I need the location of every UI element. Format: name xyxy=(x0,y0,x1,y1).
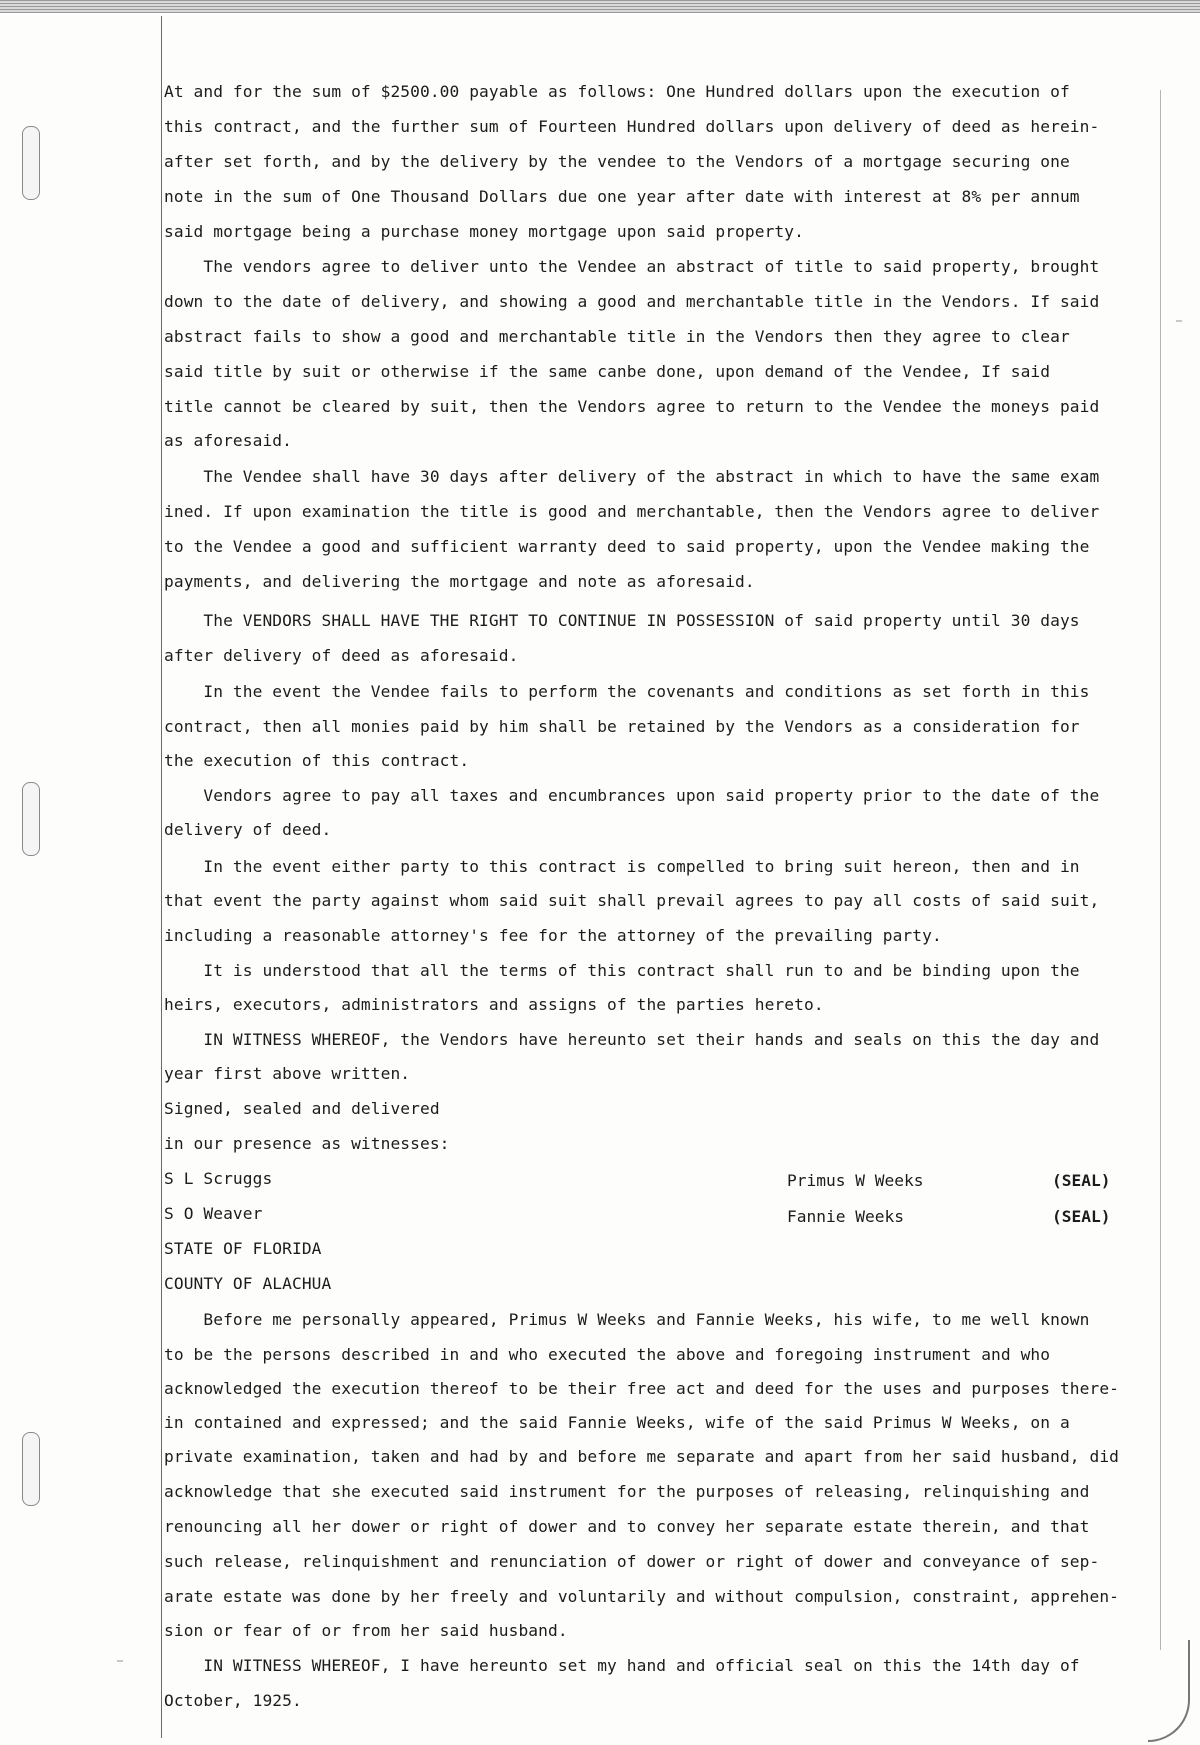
text-line: sion or fear of or from her said husband. xyxy=(164,1621,568,1640)
text-line: including a reasonable attorney's fee for the attorney of the prevailing party. xyxy=(164,926,942,945)
text-line: contract, then all monies paid by him shall be retained by the Vendors as a consideration for xyxy=(164,717,1080,736)
text-line: The vendors agree to deliver unto the Vendee an abstract of title to said property, brought xyxy=(164,257,1100,276)
text-line: It is understood that all the terms of this contract shall run to and be binding upon the xyxy=(164,961,1080,980)
witness-name: S O Weaver xyxy=(164,1204,263,1223)
text-line: to be the persons described in and who executed the above and foregoing instrument and who xyxy=(164,1345,1051,1364)
text-line: after delivery of deed as aforesaid. xyxy=(164,646,519,665)
text-line: such release, relinquishment and renunciation of dower or right of dower and conveyance of sep- xyxy=(164,1552,1100,1571)
text-line: said mortgage being a purchase money mortgage upon said property. xyxy=(164,222,804,241)
text-line: acknowledge that she executed said instrument for the purposes of releasing, relinquishing and xyxy=(164,1482,1090,1501)
binder-hole-middle xyxy=(22,782,40,856)
text-line: The Vendee shall have 30 days after delivery of the abstract in which to have the same exam xyxy=(164,467,1100,486)
text-line: delivery of deed. xyxy=(164,820,332,839)
text-line: Signed, sealed and delivered xyxy=(164,1099,440,1118)
text-line: in our presence as witnesses: xyxy=(164,1134,450,1153)
binder-hole-top xyxy=(22,126,40,200)
paper-speck xyxy=(117,1660,123,1662)
text-line: October, 1925. xyxy=(164,1691,302,1710)
text-line: IN WITNESS WHEREOF, the Vendors have hereunto set their hands and seals on this the day and xyxy=(164,1030,1100,1049)
text-line: year first above written. xyxy=(164,1064,411,1083)
text-line: note in the sum of One Thousand Dollars due one year after date with interest at 8% per annum xyxy=(164,187,1080,206)
binder-hole-bottom xyxy=(22,1432,40,1506)
text-line: renouncing all her dower or right of dower and to convey her separate estate therein, and that xyxy=(164,1517,1090,1536)
text-line: The VENDORS SHALL HAVE THE RIGHT TO CONTINUE IN POSSESSION of said property until 30 days xyxy=(164,611,1080,630)
text-line: IN WITNESS WHEREOF, I have hereunto set my hand and official seal on this the 14th day of xyxy=(164,1656,1080,1675)
text-line: in contained and expressed; and the said Fannie Weeks, wife of the said Primus W Weeks, on a xyxy=(164,1413,1070,1432)
text-line: At and for the sum of $2500.00 payable as follows: One Hundred dollars upon the execution of xyxy=(164,82,1070,101)
paper-speck xyxy=(1176,320,1182,322)
text-line: that event the party against whom said suit shall prevail agrees to pay all costs of said suit, xyxy=(164,891,1100,910)
text-line: payments, and delivering the mortgage and note as aforesaid. xyxy=(164,572,755,591)
text-line: after set forth, and by the delivery by the vendee to the Vendors of a mortgage securing one xyxy=(164,152,1070,171)
text-line: ined. If upon examination the title is good and merchantable, then the Vendors agree to deliver xyxy=(164,502,1100,521)
text-line: COUNTY OF ALACHUA xyxy=(164,1274,332,1293)
seal-mark: (SEAL) xyxy=(1052,1171,1111,1190)
text-line: private examination, taken and had by and before me separate and apart from her said husband, did xyxy=(164,1447,1120,1466)
text-line: down to the date of delivery, and showing a good and merchantable title in the Vendors. If said xyxy=(164,292,1100,311)
text-line: title cannot be cleared by suit, then the Vendors agree to return to the Vendee the moneys paid xyxy=(164,397,1100,416)
text-line: abstract fails to show a good and merchantable title in the Vendors then they agree to clear xyxy=(164,327,1070,346)
text-line: STATE OF FLORIDA xyxy=(164,1239,322,1258)
text-line: this contract, and the further sum of Fourteen Hundred dollars upon delivery of deed as herein- xyxy=(164,117,1100,136)
text-line: to the Vendee a good and sufficient warranty deed to said property, upon the Vendee making the xyxy=(164,537,1090,556)
text-line: as aforesaid. xyxy=(164,431,292,450)
signatory-name: Fannie Weeks xyxy=(787,1207,904,1226)
text-line: In the event the Vendee fails to perform the covenants and conditions as set forth in this xyxy=(164,682,1090,701)
left-margin-rule xyxy=(161,16,162,1738)
text-line: acknowledged the execution thereof to be their free act and deed for the uses and purposes there- xyxy=(164,1379,1120,1398)
seal-mark: (SEAL) xyxy=(1052,1207,1111,1226)
text-line: Vendors agree to pay all taxes and encumbrances upon said property prior to the date of the xyxy=(164,786,1100,805)
top-border xyxy=(0,0,1200,13)
text-line: In the event either party to this contract is compelled to bring suit hereon, then and in xyxy=(164,857,1080,876)
text-line: said title by suit or otherwise if the same canbe done, upon demand of the Vendee, If said xyxy=(164,362,1051,381)
text-line: heirs, executors, administrators and assigns of the parties hereto. xyxy=(164,995,824,1014)
text-line: the execution of this contract. xyxy=(164,751,470,770)
text-line: Before me personally appeared, Primus W Weeks and Fannie Weeks, his wife, to me well known xyxy=(164,1310,1090,1329)
text-line: arate estate was done by her freely and voluntarily and without compulsion, constraint, apprehen- xyxy=(164,1587,1120,1606)
right-page-edge xyxy=(1160,90,1161,1650)
page-corner-curl xyxy=(1148,1640,1190,1742)
witness-name: S L Scruggs xyxy=(164,1169,273,1188)
signatory-name: Primus W Weeks xyxy=(787,1171,924,1190)
